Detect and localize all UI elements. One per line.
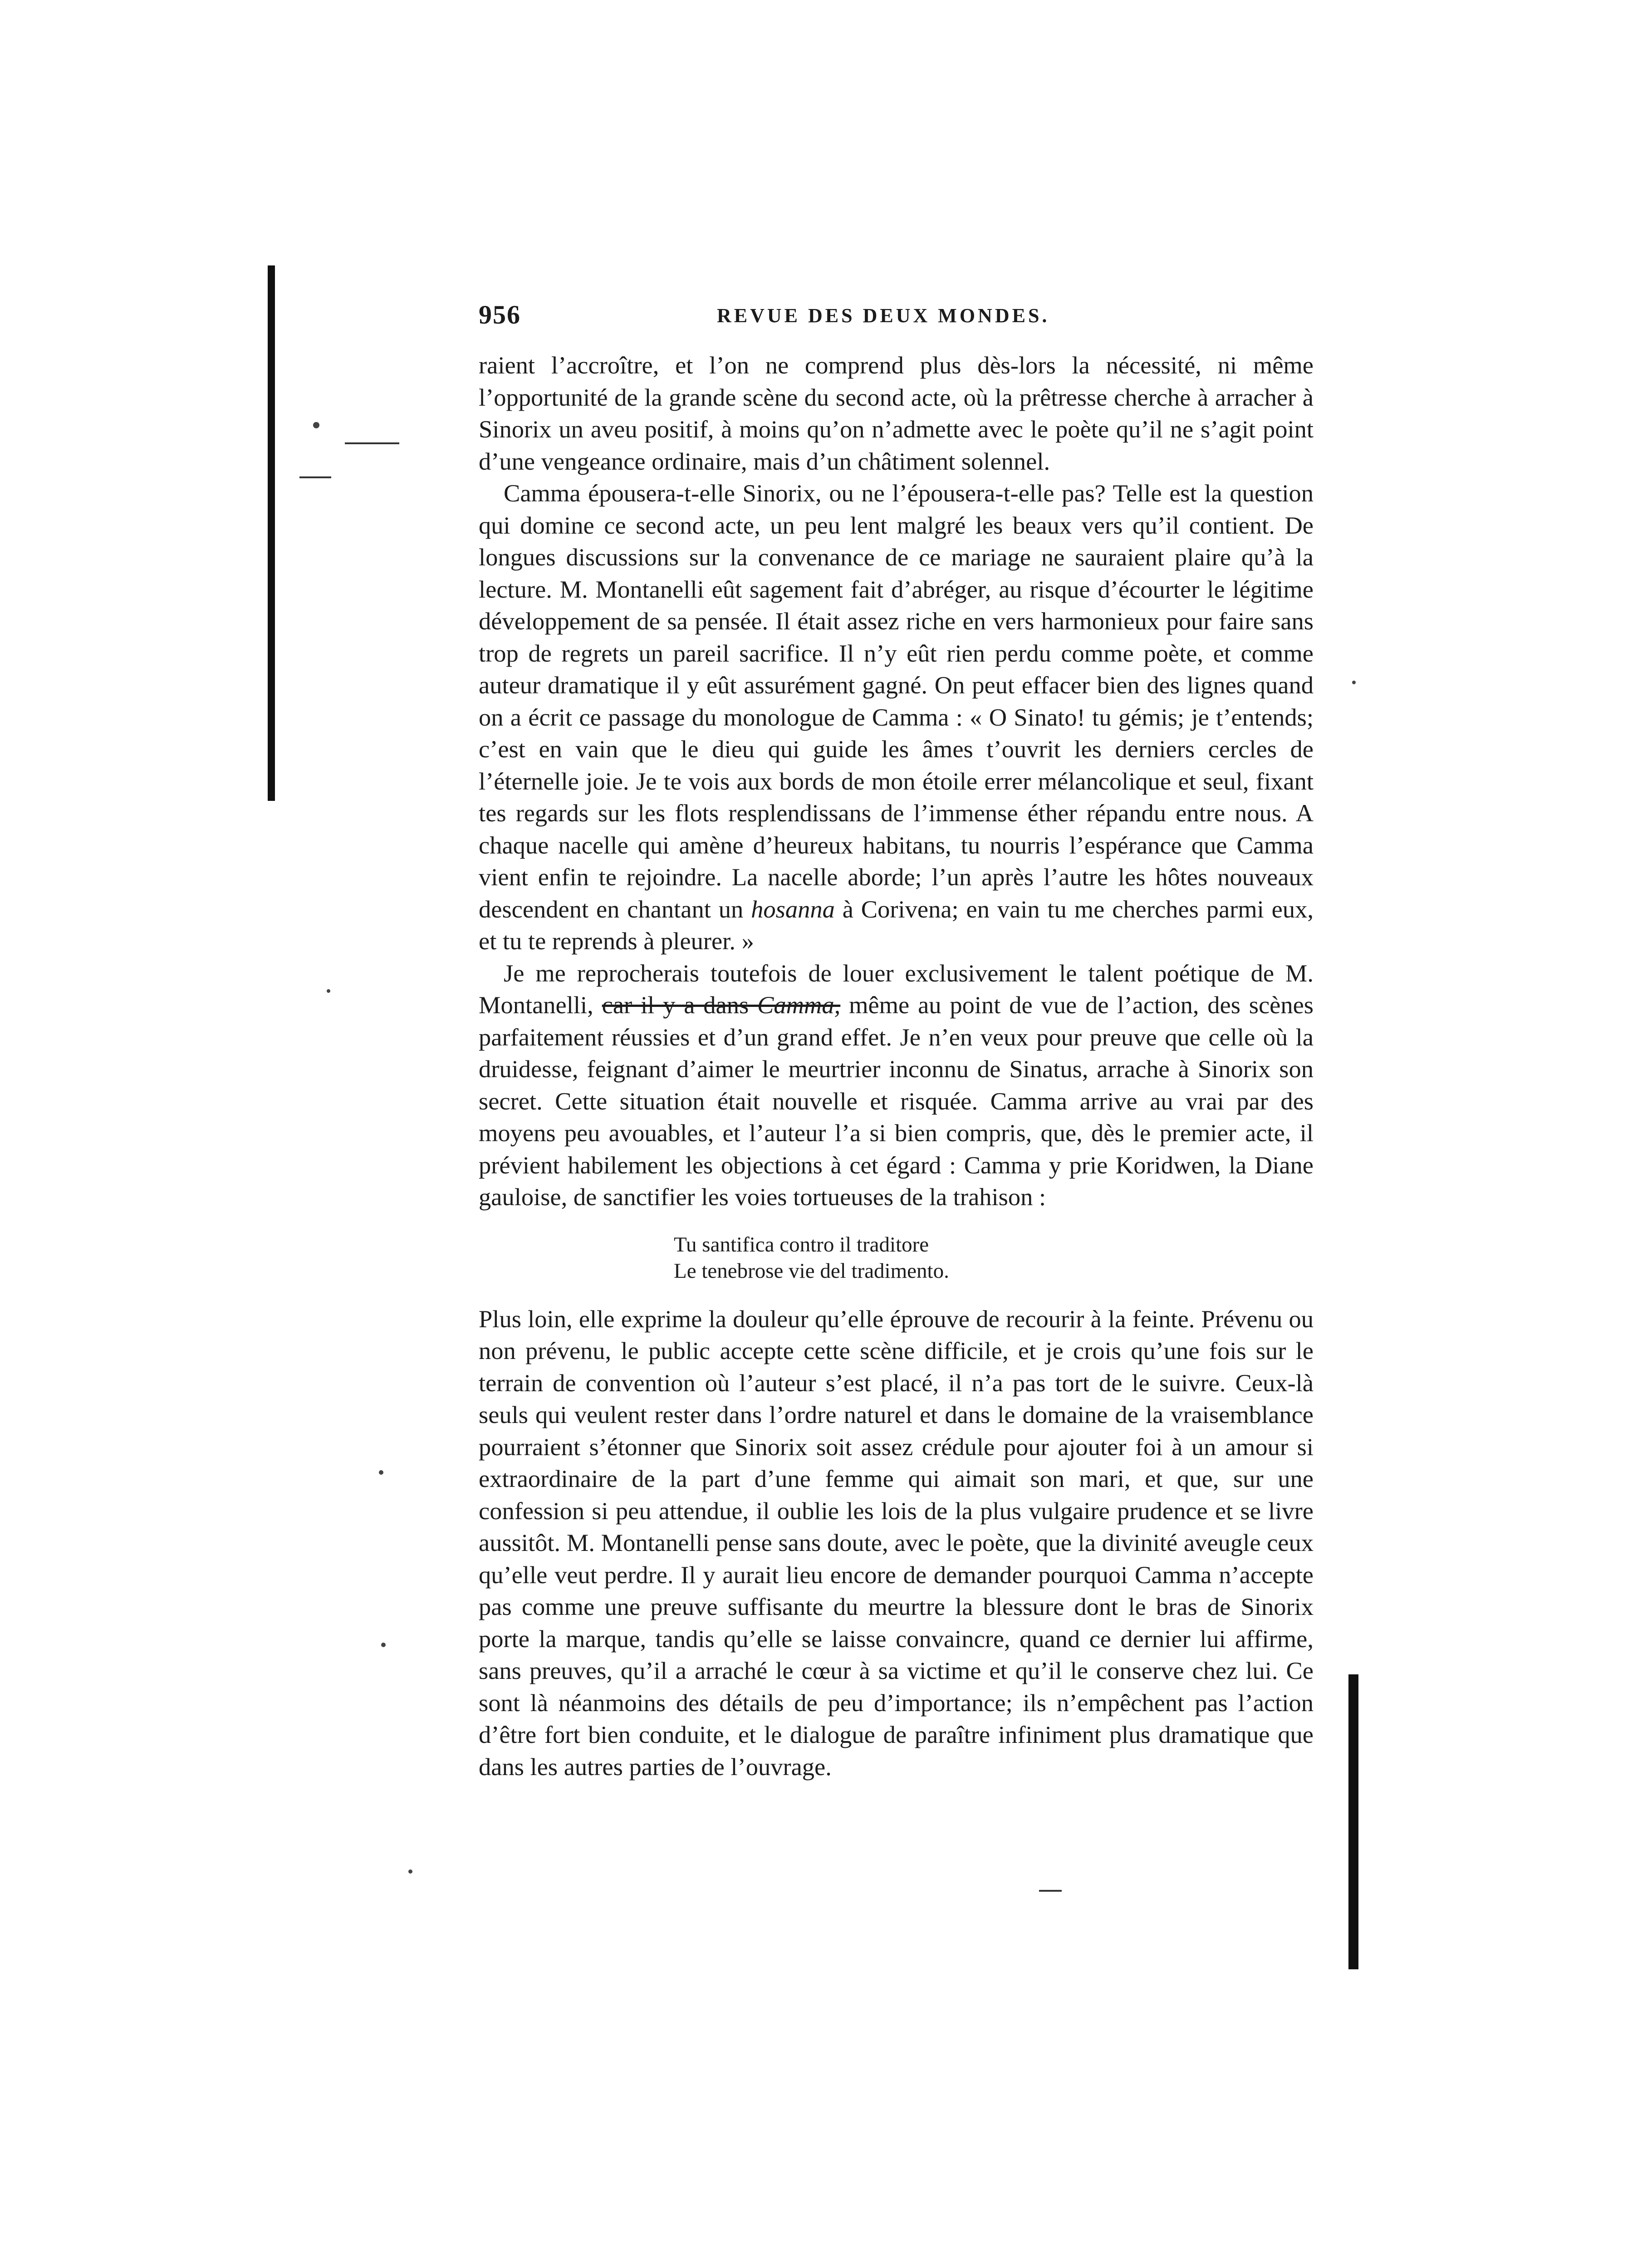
speck: [327, 989, 330, 993]
struck-phrase-text: car il y a dans: [602, 991, 758, 1019]
margin-mark: [1039, 1890, 1062, 1892]
article-text: [479, 349, 1314, 1783]
paragraph-4: Plus loin, elle exprime la douleur qu’elle éprouve de recourir à la feinte. Prévenu ou non prévenu, le public accepte cette scène difficile, et je crois qu’une fois sur le terrain de convention où l’auteur s’est placé, il n’a pas tort de le suivre. Ceux-là seuls qui veulent rester dans l’ordre naturel et dans le domaine de la vraisemblance pourraient s’étonner que Sinorix soit assez crédule pour ajouter foi à un amour si extraordinaire de la part d’une femme qui aimait son mari, et que, sur une confession si peu attendue, il oublie les lois de la plus vulgaire prudence et se livre aussitôt. M. Montanelli pense sans doute, avec le poète, que la divinité aveugle ceux qu’elle veut perdre. Il y aurait lieu encore de demander pourquoi Camma n’accepte pas comme une preuve suffisante du meurtre la blessure dont le bras de Sinorix porte la marque, tandis qu’elle se laisse convaincre, quand ce dernier lui affirme, sans preuves, qu’il a arraché le cœur à sa victime et qu’il le conserve chez lui. Ce sont là néanmoins des détails de peu d’importance; ils n’empêchent pas l’action d’être fort bien conduite, et le dialogue de paraître infiniment plus dramatique que dans les autres parties de l’ouvrage.: [479, 1305, 1314, 1781]
paragraph-2-end: à Corivena; en vain tu me cherches parmi eux, et tu te reprends à pleurer. »: [479, 895, 1314, 955]
verse-line-2: Le tenebrose vie del tradimento.: [674, 1259, 949, 1283]
speck: [381, 1643, 386, 1647]
paragraph-3-rest: même au point de vue de l’action, des scènes parfaitement réussies et d’un grand effet. Je n’en veux pour preuve que celle où la druidesse, feignant d’aimer le meurtrier inconnu de Sinatus, arrache à Sinorix son secret. Cette situation était nouvelle et risquée. Camma arrive au vrai par des moyens peu avouables, et l’auteur l’a si bien compris, que, dès le premier acte, il prévient habilement les objections à cet égard : Camma y prie Koridwen, la Diane gauloise, de sanctifier les voies tortueuses de la trahison :: [479, 991, 1314, 1211]
paragraph-2: [479, 477, 1314, 957]
page: [454, 299, 1316, 1783]
margin-mark: [345, 442, 399, 444]
speck: [1352, 681, 1356, 684]
paragraph-3: [479, 957, 1314, 1213]
verse-quote: [674, 1231, 1314, 1284]
journal-title: REVUE DES DEUX MONDES.: [717, 304, 1050, 327]
page-number: 956: [479, 300, 521, 329]
speck: [313, 422, 319, 428]
running-head: [454, 299, 1316, 349]
scan-edge-right: [1348, 1674, 1358, 1969]
verse-line-1: Tu santifica contro il traditore: [674, 1232, 929, 1256]
paragraph-1: raient l’accroître, et l’on ne comprend plus dès-lors la nécessité, ni même l’opportunité de la grande scène du second acte, où la prêtresse cherche à arracher à Sinorix un aveu positif, à moins qu’on n’admette avec le poète qu’il ne s’agit point d’une vengeance ordinaire, mais d’un châtiment solennel.: [479, 351, 1314, 475]
struck-phrase: [602, 991, 841, 1019]
speck: [408, 1869, 412, 1874]
paragraph-2-text: Camma épousera-t-elle Sinorix, ou ne l’épousera-t-elle pas? Telle est la question qui domine ce second acte, un peu lent malgré les beaux vers qu’il contient. De longues discussions sur la convenance de ce mariage ne sauraient plaire qu’à la lecture. M. Montanelli eût sagement fait d’abréger, au risque d’écourter le légitime développement de sa pensée. Il était assez riche en vers harmonieux pour faire sans trop de regrets un pareil sacrifice. Il n’y eût rien perdu comme poète, et comme auteur dramatique il y eût assurément gagné. On peut effacer bien des lignes quand on a écrit ce passage du monologue de Camma : « O Sinato! tu gémis; je t’entends; c’est en vain que le dieu qui guide les âmes t’ouvrit les derniers cercles de l’éternelle joie. Je te vois aux bords de mon étoile errer mélancolique et seul, fixant tes regards sur les flots resplendissans de l’immense éther répandu entre nous. A chaque nacelle qui amène d’heureux habitans, tu nourris l’espérance que Camma vient enfin te rejoindre. La nacelle aborde; l’un après l’autre les hôtes nouveaux descendent en chantant un: [479, 479, 1314, 923]
margin-mark: [299, 476, 331, 478]
struck-phrase-italic: Camma,: [757, 991, 841, 1019]
speck: [379, 1470, 383, 1475]
scan-edge-left: [268, 265, 275, 801]
paragraph-2-italic: hosanna: [751, 895, 835, 923]
paragraph-3-start: Je me reprocherais toutefois de louer exclusivement le talent poétique de M. Montanelli,: [479, 959, 1314, 1019]
